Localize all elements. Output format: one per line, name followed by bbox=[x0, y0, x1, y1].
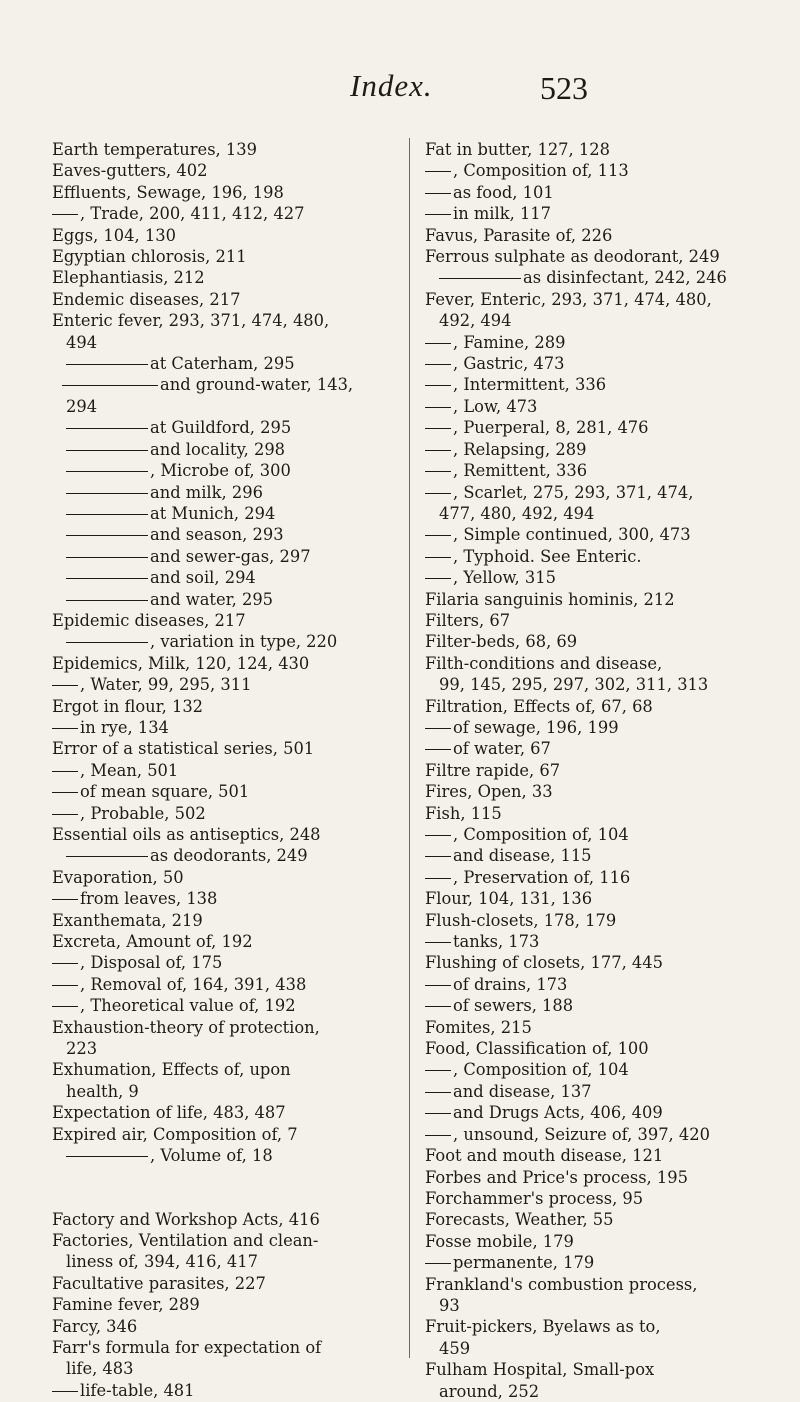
index-entry-text: , Microbe of, 300 bbox=[150, 461, 291, 481]
ditto-dash bbox=[425, 557, 451, 558]
index-subentry bbox=[425, 824, 775, 845]
ditto-dash bbox=[425, 578, 451, 579]
ditto-dash bbox=[425, 1070, 451, 1071]
ditto-dash bbox=[66, 450, 148, 451]
index-entry-text: Fulham Hospital, Small-pox bbox=[425, 1360, 655, 1380]
index-entry-text: , Puerperal, 8, 281, 476 bbox=[453, 418, 649, 438]
index-entry bbox=[425, 910, 775, 931]
ditto-dash bbox=[66, 428, 148, 429]
ditto-dash bbox=[52, 792, 78, 793]
index-entry-text: , Disposal of, 175 bbox=[80, 953, 223, 973]
ditto-dash bbox=[425, 171, 451, 172]
index-entry-text: Exanthemata, 219 bbox=[52, 910, 203, 930]
index-entry bbox=[52, 1209, 398, 1230]
index-entry-continuation bbox=[52, 1251, 398, 1272]
index-subentry bbox=[52, 546, 398, 567]
index-entry-text: , Famine, 289 bbox=[453, 332, 566, 352]
index-entry bbox=[52, 1017, 398, 1038]
index-subentry bbox=[52, 995, 398, 1016]
index-entry-text: and ground-water, 143, bbox=[160, 375, 354, 395]
index-entry-text: , Volume of, 18 bbox=[150, 1146, 273, 1166]
index-entry-text: tanks, 173 bbox=[453, 932, 540, 952]
index-entry bbox=[425, 1167, 775, 1188]
index-entry bbox=[425, 1038, 775, 1059]
index-entry bbox=[52, 1316, 398, 1337]
index-entry-continuation bbox=[425, 674, 775, 695]
ditto-dash bbox=[52, 685, 78, 686]
ditto-dash bbox=[425, 385, 451, 386]
index-entry-text: , Low, 473 bbox=[453, 396, 538, 416]
index-subentry bbox=[425, 374, 775, 395]
index-subentry bbox=[52, 631, 398, 652]
ditto-dash bbox=[66, 600, 148, 601]
index-entry-text: Earth temperatures, 139 bbox=[52, 140, 257, 159]
index-entry-text: as disinfectant, 242, 246 bbox=[523, 268, 727, 288]
index-entry bbox=[52, 1124, 398, 1145]
ditto-dash bbox=[425, 856, 451, 857]
index-entry-text: , Scarlet, 275, 293, 371, 474, bbox=[453, 482, 694, 502]
ditto-dash bbox=[425, 471, 451, 472]
ditto-dash bbox=[425, 364, 451, 365]
index-subentry bbox=[52, 845, 398, 866]
index-entry-text: health, 9 bbox=[66, 1081, 139, 1101]
index-entry-text: and locality, 298 bbox=[150, 439, 286, 459]
index-entry-text: life-table, 481 bbox=[80, 1380, 195, 1400]
index-entry-text: and sewer-gas, 297 bbox=[150, 546, 311, 566]
ditto-dash bbox=[425, 749, 451, 750]
index-subentry bbox=[52, 1380, 398, 1401]
index-entry-text: Filaria sanguinis hominis, 212 bbox=[425, 589, 675, 609]
ditto-dash bbox=[425, 1006, 451, 1007]
index-entry-text: Error of a statistical series, 501 bbox=[52, 739, 315, 759]
index-subentry bbox=[52, 589, 398, 610]
index-entry bbox=[425, 225, 775, 246]
index-entry bbox=[425, 952, 775, 973]
index-entry bbox=[52, 1273, 398, 1294]
index-subentry bbox=[52, 203, 398, 224]
index-entry-text: 223 bbox=[66, 1039, 98, 1059]
index-entry bbox=[425, 760, 775, 781]
index-entry bbox=[425, 589, 775, 610]
index-subentry bbox=[425, 995, 775, 1016]
index-entry bbox=[425, 1359, 775, 1380]
index-entry-continuation bbox=[52, 1038, 398, 1059]
index-entry-text: Expectation of life, 483, 487 bbox=[52, 1103, 286, 1123]
index-entry-text: , Trade, 200, 411, 412, 427 bbox=[80, 204, 305, 224]
index-subentry bbox=[52, 803, 398, 824]
index-subentry bbox=[425, 845, 775, 866]
ditto-dash bbox=[425, 535, 451, 536]
ditto-dash bbox=[52, 985, 78, 986]
index-subentry bbox=[425, 460, 775, 481]
index-subentry bbox=[425, 1102, 775, 1123]
index-entry-text: , Remittent, 336 bbox=[453, 461, 588, 481]
index-subentry bbox=[425, 482, 775, 503]
index-entry-text: Foot and mouth disease, 121 bbox=[425, 1146, 664, 1166]
index-entry bbox=[52, 1102, 398, 1123]
index-entry-text: of sewage, 196, 199 bbox=[453, 717, 619, 737]
index-entry-text: of drains, 173 bbox=[453, 974, 568, 994]
index-subentry bbox=[52, 567, 398, 588]
ditto-dash bbox=[425, 985, 451, 986]
index-subentry bbox=[425, 546, 775, 567]
index-entry-text: Essential oils as antiseptics, 248 bbox=[52, 825, 321, 844]
index-entry-text: , Composition of, 113 bbox=[453, 161, 629, 181]
index-entry bbox=[52, 139, 398, 160]
ditto-dash bbox=[425, 728, 451, 729]
column-divider bbox=[409, 138, 410, 1358]
index-entry-text: Facultative parasites, 227 bbox=[52, 1273, 266, 1293]
index-entry-text: of water, 67 bbox=[453, 739, 551, 759]
index-entry-text: Epidemics, Milk, 120, 124, 430 bbox=[52, 653, 310, 673]
index-entry-text: Frankland's combustion process, bbox=[425, 1274, 698, 1294]
ditto-dash bbox=[425, 450, 451, 451]
ditto-dash bbox=[425, 1113, 451, 1114]
index-entry-text: Exhumation, Effects of, upon bbox=[52, 1060, 291, 1080]
index-entry-text: and milk, 296 bbox=[150, 482, 263, 502]
index-entry-continuation bbox=[52, 396, 398, 417]
index-entry-text: Filter-beds, 68, 69 bbox=[425, 632, 578, 652]
index-entry-text: Flush-closets, 178, 179 bbox=[425, 910, 617, 930]
index-entry-text: Flushing of closets, 177, 445 bbox=[425, 953, 663, 973]
index-entry-text: , Intermittent, 336 bbox=[453, 375, 607, 395]
ditto-dash bbox=[66, 514, 148, 515]
ditto-dash bbox=[52, 214, 78, 215]
index-entry bbox=[425, 1145, 775, 1166]
index-entry-text: Eaves-gutters, 402 bbox=[52, 161, 208, 181]
index-entry bbox=[425, 1017, 775, 1038]
index-entry-text: Flour, 104, 131, 136 bbox=[425, 889, 593, 909]
ditto-dash bbox=[425, 493, 451, 494]
index-entry-text: , Removal of, 164, 391, 438 bbox=[80, 974, 307, 994]
ditto-dash bbox=[425, 428, 451, 429]
index-subentry bbox=[52, 439, 398, 460]
index-subentry bbox=[425, 439, 775, 460]
index-entry-text: Factory and Workshop Acts, 416 bbox=[52, 1209, 320, 1229]
index-entry-text: at Caterham, 295 bbox=[150, 354, 295, 374]
ditto-dash bbox=[66, 642, 148, 643]
ditto-dash bbox=[425, 343, 451, 344]
index-subentry bbox=[425, 1059, 775, 1080]
index-entry-text: Excreta, Amount of, 192 bbox=[52, 932, 253, 952]
index-entry bbox=[425, 653, 775, 674]
ditto-dash bbox=[66, 493, 148, 494]
index-entry bbox=[52, 1059, 398, 1080]
index-subentry bbox=[52, 417, 398, 438]
ditto-dash bbox=[425, 214, 451, 215]
index-entry-text: Fomites, 215 bbox=[425, 1017, 532, 1037]
index-entry bbox=[425, 1188, 775, 1209]
index-entry-text: , Preservation of, 116 bbox=[453, 867, 631, 887]
index-entry-text: in rye, 134 bbox=[80, 717, 169, 737]
section-gap bbox=[52, 1167, 398, 1209]
index-entry-text: , Yellow, 315 bbox=[453, 568, 556, 588]
index-entry-text: 494 bbox=[66, 332, 98, 352]
ditto-dash bbox=[66, 364, 148, 365]
index-subentry bbox=[425, 417, 775, 438]
index-entry-text: liness of, 394, 416, 417 bbox=[66, 1252, 258, 1272]
ditto-dash bbox=[66, 557, 148, 558]
index-subentry bbox=[52, 888, 398, 909]
index-entry-text: Egyptian chlorosis, 211 bbox=[52, 247, 247, 267]
index-entry-text: Filters, 67 bbox=[425, 610, 511, 630]
ditto-dash bbox=[425, 193, 451, 194]
index-subentry bbox=[52, 482, 398, 503]
index-entry bbox=[425, 1231, 775, 1252]
ditto-dash bbox=[62, 385, 158, 386]
ditto-dash bbox=[66, 471, 148, 472]
index-subentry bbox=[52, 460, 398, 481]
index-entry-text: and season, 293 bbox=[150, 525, 284, 545]
index-entry-text: , Relapsing, 289 bbox=[453, 439, 587, 459]
index-entry-text: Fruit-pickers, Byelaws as to, bbox=[425, 1317, 661, 1337]
index-entry-continuation bbox=[425, 310, 775, 331]
ditto-dash bbox=[425, 835, 451, 836]
index-entry-text: , Probable, 502 bbox=[80, 803, 206, 823]
index-entry-text: Forchammer's process, 95 bbox=[425, 1188, 644, 1208]
index-entry bbox=[52, 246, 398, 267]
index-entry bbox=[425, 696, 775, 717]
index-entry-text: Effluents, Sewage, 196, 198 bbox=[52, 182, 284, 202]
index-entry bbox=[52, 931, 398, 952]
ditto-dash bbox=[66, 1156, 148, 1157]
index-entry-text: Filth-conditions and disease, bbox=[425, 653, 663, 673]
index-entry-text: Food, Classification of, 100 bbox=[425, 1039, 649, 1059]
ditto-dash bbox=[52, 1006, 78, 1007]
index-entry bbox=[52, 867, 398, 888]
index-column-right bbox=[425, 139, 775, 1402]
index-entry bbox=[52, 267, 398, 288]
ditto-dash bbox=[425, 407, 451, 408]
index-entry-text: , Composition of, 104 bbox=[453, 825, 629, 844]
index-column-left bbox=[52, 139, 398, 1401]
index-entry bbox=[52, 610, 398, 631]
index-entry-text: Expired air, Composition of, 7 bbox=[52, 1124, 298, 1144]
ditto-dash bbox=[52, 899, 78, 900]
index-entry-text: 294 bbox=[66, 396, 98, 416]
ditto-dash bbox=[52, 771, 78, 772]
index-subentry bbox=[425, 267, 775, 288]
index-subentry bbox=[425, 1081, 775, 1102]
index-entry-continuation bbox=[425, 1338, 775, 1359]
index-entry bbox=[52, 1230, 398, 1251]
index-entry bbox=[52, 1337, 398, 1358]
index-subentry bbox=[52, 674, 398, 695]
index-subentry bbox=[52, 717, 398, 738]
index-subentry bbox=[425, 182, 775, 203]
running-title: Index. bbox=[350, 68, 433, 103]
index-entry-text: Ergot in flour, 132 bbox=[52, 696, 204, 716]
index-entry bbox=[425, 1274, 775, 1295]
page-number: 523 bbox=[540, 70, 588, 106]
ditto-dash bbox=[439, 278, 521, 279]
index-entry-text: at Munich, 294 bbox=[150, 503, 276, 523]
index-entry-continuation bbox=[425, 1381, 775, 1402]
index-entry bbox=[52, 310, 398, 331]
index-entry bbox=[52, 225, 398, 246]
index-entry bbox=[52, 910, 398, 931]
index-entry bbox=[425, 631, 775, 652]
index-entry bbox=[52, 182, 398, 203]
index-entry-text: Fat in butter, 127, 128 bbox=[425, 140, 610, 159]
index-entry bbox=[52, 1294, 398, 1315]
index-entry-text: Fosse mobile, 179 bbox=[425, 1231, 574, 1251]
ditto-dash bbox=[425, 942, 451, 943]
index-entry-text: 459 bbox=[439, 1338, 471, 1358]
index-subentry bbox=[52, 781, 398, 802]
index-entry bbox=[425, 1316, 775, 1337]
index-entry-text: of sewers, 188 bbox=[453, 996, 574, 1016]
index-entry-text: 492, 494 bbox=[439, 311, 512, 331]
index-subentry bbox=[425, 717, 775, 738]
ditto-dash bbox=[52, 814, 78, 815]
index-entry-text: Fires, Open, 33 bbox=[425, 782, 553, 802]
index-subentry bbox=[425, 1252, 775, 1273]
index-entry bbox=[425, 246, 775, 267]
index-entry-text: , Typhoid. See Enteric. bbox=[453, 546, 642, 566]
index-entry-text: Endemic diseases, 217 bbox=[52, 289, 241, 309]
index-entry bbox=[52, 696, 398, 717]
index-entry-text: Elephantiasis, 212 bbox=[52, 268, 205, 288]
index-entry-text: life, 483 bbox=[66, 1359, 134, 1379]
index-entry-text: Factories, Ventilation and clean- bbox=[52, 1230, 319, 1250]
ditto-dash bbox=[66, 578, 148, 579]
index-entry bbox=[425, 803, 775, 824]
index-subentry bbox=[52, 952, 398, 973]
index-entry-continuation bbox=[425, 1295, 775, 1316]
index-subentry bbox=[425, 203, 775, 224]
index-entry-text: at Guildford, 295 bbox=[150, 418, 292, 438]
index-entry-text: , variation in type, 220 bbox=[150, 632, 338, 652]
index-entry-text: Filtration, Effects of, 67, 68 bbox=[425, 696, 653, 716]
ditto-dash bbox=[425, 1263, 451, 1264]
ditto-dash bbox=[66, 535, 148, 536]
index-subentry bbox=[425, 396, 775, 417]
index-entry-continuation bbox=[52, 332, 398, 353]
index-entry-text: Fish, 115 bbox=[425, 803, 502, 823]
index-entry bbox=[425, 888, 775, 909]
index-subentry bbox=[52, 524, 398, 545]
index-entry-text: , Theoretical value of, 192 bbox=[80, 996, 296, 1016]
ditto-dash bbox=[425, 1092, 451, 1093]
index-entry-text: Ferrous sulphate as deodorant, 249 bbox=[425, 247, 720, 267]
index-entry-text: and soil, 294 bbox=[150, 568, 256, 588]
index-subentry bbox=[425, 353, 775, 374]
ditto-dash bbox=[66, 856, 148, 857]
index-subentry bbox=[425, 931, 775, 952]
index-entry-text: Farr's formula for expectation of bbox=[52, 1337, 322, 1357]
index-subentry bbox=[425, 567, 775, 588]
ditto-dash bbox=[425, 878, 451, 879]
index-subentry bbox=[425, 738, 775, 759]
index-subentry bbox=[52, 353, 398, 374]
index-entry-text: Exhaustion-theory of protection, bbox=[52, 1017, 320, 1037]
index-entry-text: 93 bbox=[439, 1295, 460, 1315]
index-subentry bbox=[425, 332, 775, 353]
index-entry bbox=[52, 289, 398, 310]
index-subentry bbox=[425, 974, 775, 995]
index-entry-text: , Water, 99, 295, 311 bbox=[80, 675, 252, 695]
page-header bbox=[0, 62, 800, 112]
index-entry-text: Evaporation, 50 bbox=[52, 867, 184, 887]
index-subentry bbox=[52, 374, 398, 395]
index-subentry bbox=[52, 503, 398, 524]
index-entry-text: and Drugs Acts, 406, 409 bbox=[453, 1103, 663, 1123]
index-entry-text: Filtre rapide, 67 bbox=[425, 760, 561, 780]
index-entry bbox=[425, 610, 775, 631]
index-entry-continuation bbox=[425, 503, 775, 524]
index-entry bbox=[425, 139, 775, 160]
index-entry bbox=[52, 653, 398, 674]
index-entry-text: from leaves, 138 bbox=[80, 889, 218, 909]
index-subentry bbox=[425, 867, 775, 888]
index-entry-text: permanente, 179 bbox=[453, 1253, 595, 1273]
ditto-dash bbox=[52, 1391, 78, 1392]
index-entry-text: , unsound, Seizure of, 397, 420 bbox=[453, 1124, 710, 1144]
index-entry bbox=[52, 160, 398, 181]
index-entry-text: 99, 145, 295, 297, 302, 311, 313 bbox=[439, 675, 709, 695]
index-entry-text: as food, 101 bbox=[453, 182, 554, 202]
index-entry-text: Forbes and Price's process, 195 bbox=[425, 1167, 688, 1187]
index-entry-text: of mean square, 501 bbox=[80, 782, 250, 802]
index-entry-text: , Mean, 501 bbox=[80, 760, 179, 780]
index-entry-text: , Simple continued, 300, 473 bbox=[453, 525, 691, 545]
index-entry-text: Favus, Parasite of, 226 bbox=[425, 225, 613, 245]
index-entry-text: Fever, Enteric, 293, 371, 474, 480, bbox=[425, 289, 712, 309]
index-entry-text: as deodorants, 249 bbox=[150, 846, 308, 866]
index-entry-text: Eggs, 104, 130 bbox=[52, 225, 176, 245]
index-entry-text: and water, 295 bbox=[150, 589, 274, 609]
ditto-dash bbox=[52, 963, 78, 964]
index-entry-text: Enteric fever, 293, 371, 474, 480, bbox=[52, 311, 330, 331]
index-entry bbox=[425, 289, 775, 310]
index-entry-text: Famine fever, 289 bbox=[52, 1295, 200, 1315]
index-subentry bbox=[425, 524, 775, 545]
index-entry-text: Forecasts, Weather, 55 bbox=[425, 1210, 614, 1230]
index-entry-text: Epidemic diseases, 217 bbox=[52, 610, 246, 630]
ditto-dash bbox=[425, 1135, 451, 1136]
index-entry bbox=[52, 824, 398, 845]
index-entry-continuation bbox=[52, 1081, 398, 1102]
index-entry-text: in milk, 117 bbox=[453, 204, 552, 224]
index-entry bbox=[425, 781, 775, 802]
index-entry-text: , Composition of, 104 bbox=[453, 1060, 629, 1080]
index-entry bbox=[425, 1209, 775, 1230]
index-entry-text: and disease, 115 bbox=[453, 846, 592, 866]
ditto-dash bbox=[52, 728, 78, 729]
index-entry-text: and disease, 137 bbox=[453, 1081, 592, 1101]
index-subentry bbox=[425, 160, 775, 181]
index-subentry bbox=[52, 1145, 398, 1166]
index-subentry bbox=[425, 1124, 775, 1145]
index-entry bbox=[52, 738, 398, 759]
index-subentry bbox=[52, 974, 398, 995]
index-entry-text: , Gastric, 473 bbox=[453, 354, 565, 374]
index-entry-text: around, 252 bbox=[439, 1381, 540, 1401]
index-subentry bbox=[52, 760, 398, 781]
index-entry-text: Farcy, 346 bbox=[52, 1316, 138, 1336]
index-entry-text: 477, 480, 492, 494 bbox=[439, 503, 595, 523]
